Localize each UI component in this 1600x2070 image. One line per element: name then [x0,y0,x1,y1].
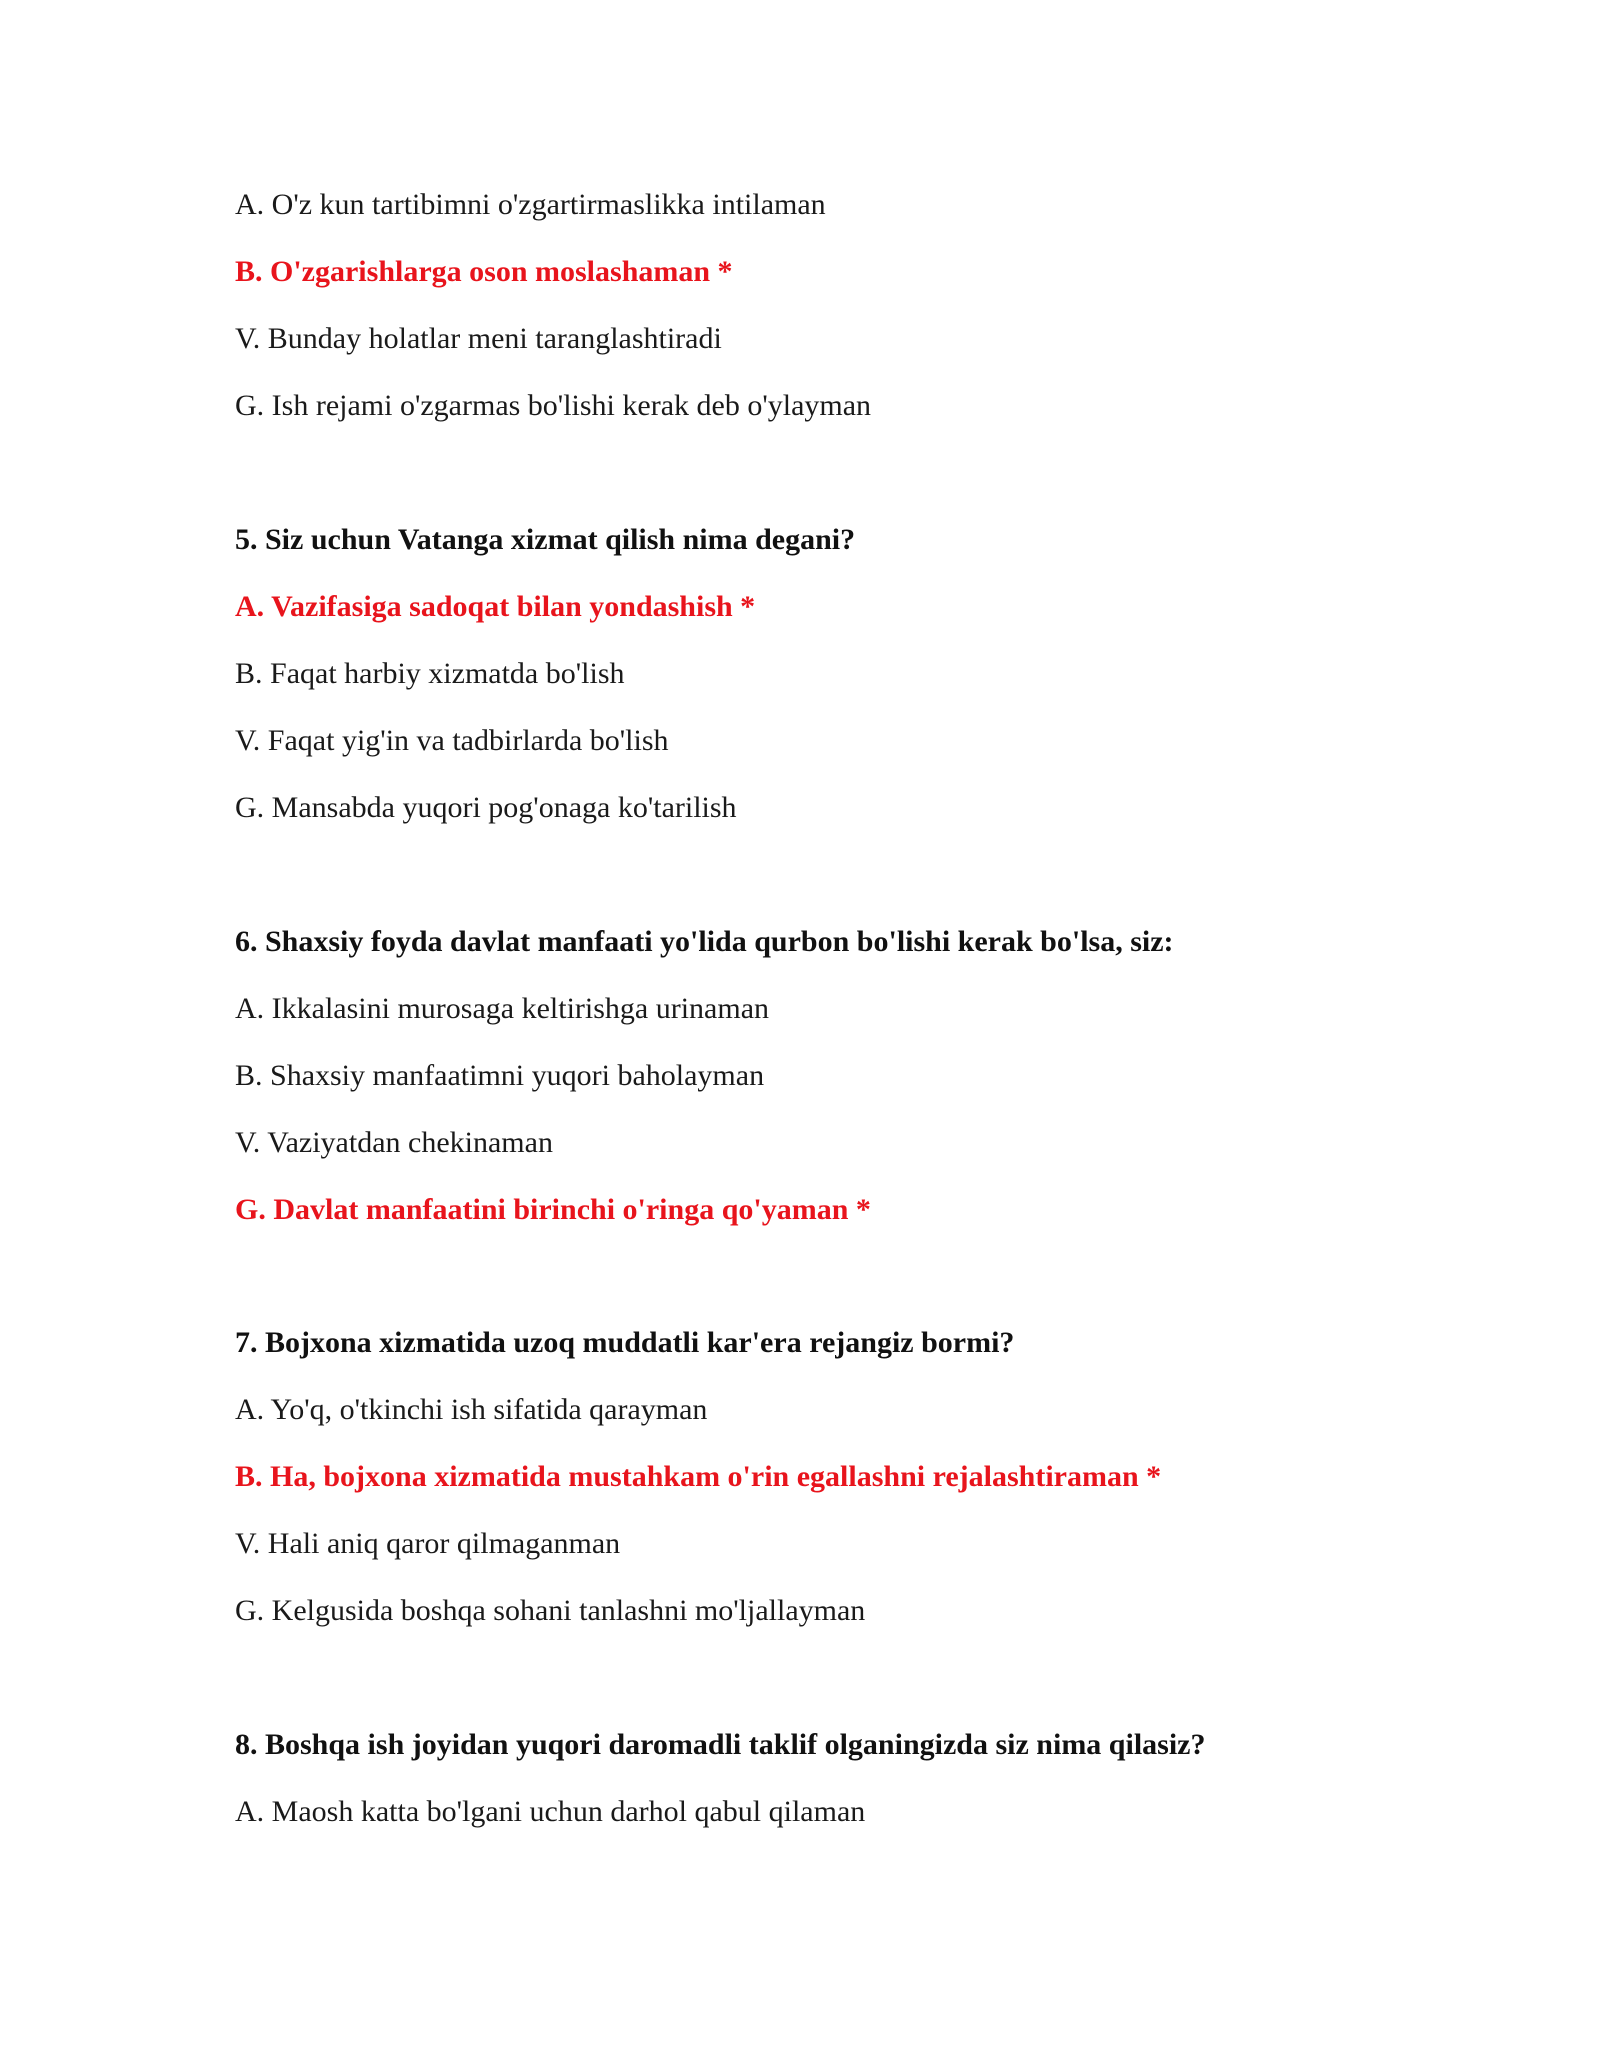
option-v: V. Bunday holatlar meni taranglashtiradi [235,322,722,355]
option-a: A. Yo'q, o'tkinchi ish sifatida qarayman [235,1393,708,1426]
option-a: A. O'z kun tartibimni o'zgartirmaslikka intilaman [235,188,826,221]
option-a-correct: A. Vazifasiga sadoqat bilan yondashish * [235,590,756,623]
option-b-correct: B. Ha, bojxona xizmatida mustahkam o'rin egallashni rejalashtiraman * [235,1460,1162,1493]
option-g-correct: G. Davlat manfaatini birinchi o'ringa qo'yaman * [235,1193,871,1226]
option-v: V. Hali aniq qaror qilmaganman [235,1527,621,1560]
option-b-correct: B. O'zgarishlarga oson moslashaman * [235,255,733,288]
option-v: V. Vaziyatdan chekinaman [235,1126,553,1159]
option-g: G. Mansabda yuqori pog'onaga ko'tarilish [235,791,737,824]
option-a: A. Ikkalasini murosaga keltirishga urinaman [235,992,770,1025]
option-v: V. Faqat yig'in va tadbirlarda bo'lish [235,724,669,757]
option-b: B. Shaxsiy manfaatimni yuqori baholayman [235,1059,765,1092]
option-a: A. Maosh katta bo'lgani uchun darhol qabul qilaman [235,1795,866,1828]
question-5: 5. Siz uchun Vatanga xizmat qilish nima degani? [235,523,856,556]
option-b: B. Faqat harbiy xizmatda bo'lish [235,657,625,690]
option-g: G. Kelgusida boshqa sohani tanlashni mo'ljallayman [235,1594,866,1627]
question-7: 7. Bojxona xizmatida uzoq muddatli kar'era rejangiz bormi? [235,1326,1015,1359]
question-8: 8. Boshqa ish joyidan yuqori daromadli taklif olganingizda siz nima qilasiz? [235,1728,1206,1761]
question-6: 6. Shaxsiy foyda davlat manfaati yo'lida qurbon bo'lishi kerak bo'lsa, siz: [235,925,1174,958]
option-g: G. Ish rejami o'zgarmas bo'lishi kerak deb o'ylayman [235,389,872,422]
